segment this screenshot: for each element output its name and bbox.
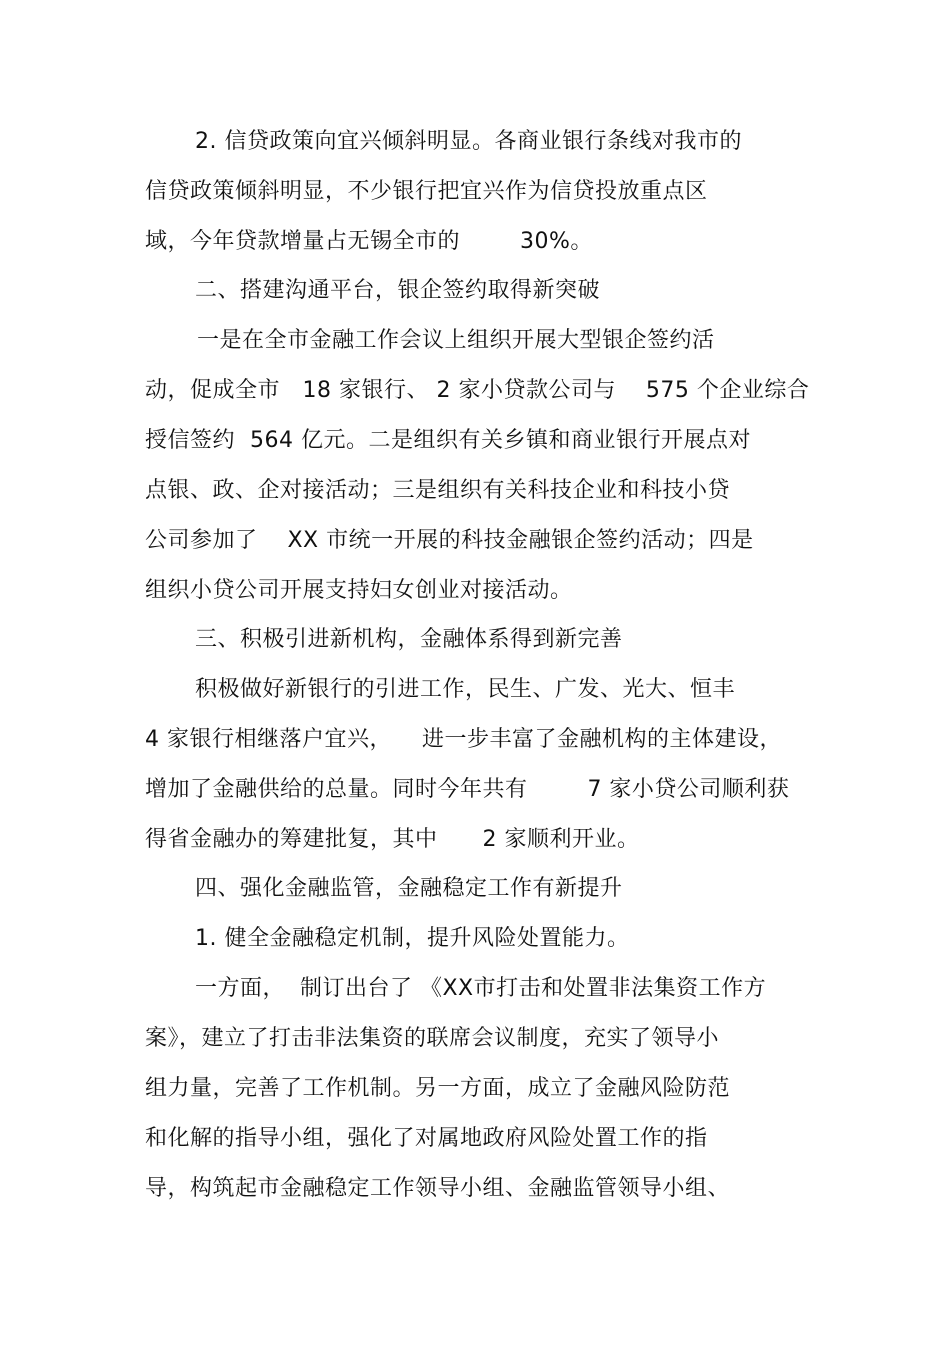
text-line: 得省金融办的筹建批复，其中 2 家顺利开业。 [145, 827, 640, 852]
text-line: 积极做好新银行的引进工作，民生、广发、光大、恒丰 [195, 677, 736, 702]
section-heading: 二、搭建沟通平台，银企签约取得新突破 [195, 278, 601, 303]
text-line: 2. 信贷政策向宜兴倾斜明显。各商业银行条线对我市的 [195, 129, 742, 154]
text-line: 点银、政、企对接活动；三是组织有关科技企业和科技小贷 [145, 478, 731, 503]
text-line: 一是在全市金融工作会议上组织开展大型银企签约活 [197, 328, 715, 353]
section-heading: 三、积极引进新机构，金融体系得到新完善 [195, 627, 623, 652]
text-line: 4 家银行相继落户宜兴， 进一步丰富了金融机构的主体建设， [145, 727, 782, 752]
text-line: 公司参加了 XX 市统一开展的科技金融银企签约活动；四是 [145, 528, 754, 553]
text-line: 案》，建立了打击非法集资的联席会议制度，充实了领导小 [145, 1026, 720, 1051]
text-line: 组力量，完善了工作机制。另一方面，成立了金融风险防范 [145, 1076, 731, 1101]
text-line: 信贷政策倾斜明显，不少银行把宜兴作为信贷投放重点区 [145, 179, 708, 204]
text-line: 增加了金融供给的总量。同时今年共有 7 家小贷公司顺利获 [145, 777, 790, 802]
section-heading: 四、强化金融监管，金融稳定工作有新提升 [195, 876, 623, 901]
text-line: 动，促成全市 18 家银行、 2 家小贷款公司与 575 个企业综合 [145, 378, 810, 403]
text-line: 一方面， 制订出台了 《XX市打击和处置非法集资工作方 [195, 976, 767, 1001]
text-line: 组织小贷公司开展支持妇女创业对接活动。 [145, 578, 573, 603]
text-line: 导，构筑起市金融稳定工作领导小组、金融监管领导小组、 [145, 1176, 731, 1201]
text-line: 域，今年贷款增量占无锡全市的 30%。 [145, 229, 593, 254]
text-line: 授信签约 564 亿元。二是组织有关乡镇和商业银行开展点对 [145, 428, 751, 453]
subsection-heading: 1. 健全金融稳定机制，提升风险处置能力。 [195, 926, 630, 951]
text-line: 和化解的指导小组，强化了对属地政府风险处置工作的指 [145, 1126, 708, 1151]
